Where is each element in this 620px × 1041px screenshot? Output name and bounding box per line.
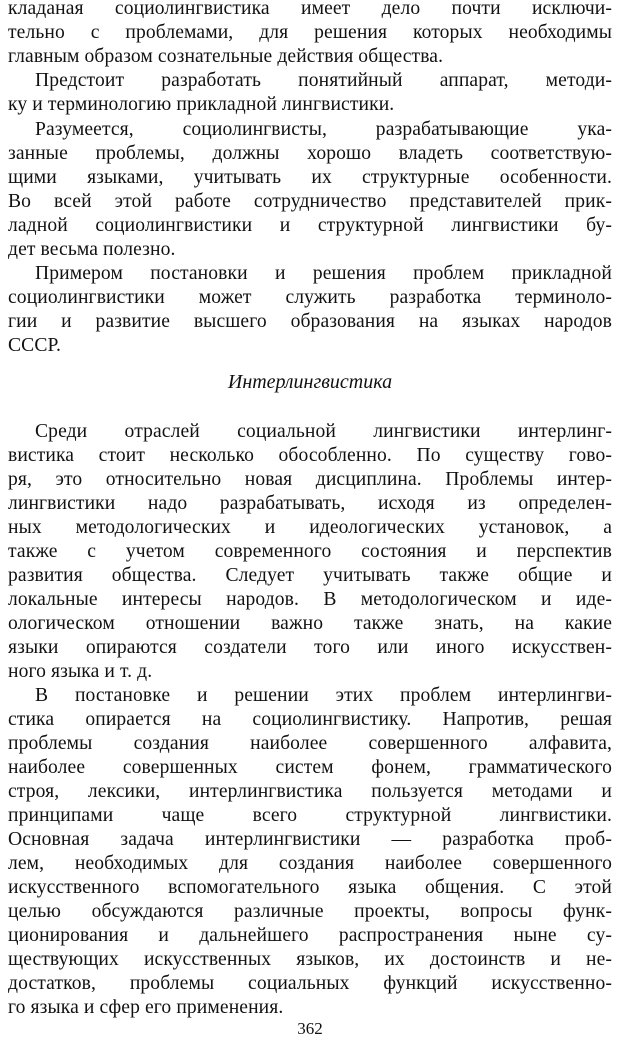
page-number: 362 [297,1019,323,1038]
section-heading: Интерлингвистика [227,371,393,393]
text-line: достатков, проблемы социальных функций искусственно- [8,973,612,994]
text-line: искусственного вспомогательного языка общения. С этой [8,877,612,898]
text-line: щими языками, учитывать их структурные особенности. [8,167,612,188]
text-line: В постановке и решении этих проблем интерлингви- [35,685,612,706]
text-line: гии и развитие высшего образования на языках народов [8,311,612,332]
text-line: развития общества. Следует учитывать также общие и [8,565,612,586]
text-line: Разумеется, социолингвисты, разрабатывающие ука- [35,119,612,140]
text-line: ладной социолингвистики и структурной лингвистики бу- [8,215,612,236]
text-line: кладаная социолингвистика имеет дело почти исключи- [8,0,612,19]
text-line: ционирования и дальнейшего распространения ныне су- [8,925,612,946]
text-line: дет весьма полезно. [8,239,176,260]
text-line: ку и терминологию прикладной лингвистики. [8,94,395,115]
text-line: ря, это относительно новая дисциплина. Проблемы интер- [8,469,612,490]
text-line: СССР. [8,335,62,356]
text-line: ного языка и т. д. [8,661,153,682]
text-line: го языка и сфер его применения. [8,997,284,1018]
text-line: принципами чаще всего структурной лингвистики. [8,805,612,826]
text-line: Предстоит разработать понятийный аппарат, методи- [35,70,612,91]
text-line: ществующих искусственных языков, их достоинств и не- [8,949,612,970]
text-line: также с учетом современного состояния и перспектив [8,541,612,562]
text-line: языки опираются создатели того или иного искусствен- [8,637,612,658]
text-line: ологическом отношении важно также знать, на какие [8,613,612,634]
text-line: наиболее совершенных систем фонем, грамматического [8,757,612,778]
text-line: лингвистики надо разрабатывать, исходя из определен- [8,493,612,514]
text-line: стика опирается на социолингвистику. Напротив, решая [8,709,612,730]
text-line: целью обсуждаются различные проекты, вопросы функ- [8,901,612,922]
text-line: тельно с проблемами, для решения которых необходимы [8,22,612,43]
text-line: Среди отраслей социальной лингвистики интерлинг- [35,421,612,442]
text-line: Основная задача интерлингвистики — разработка проб- [8,829,612,850]
text-line: проблемы создания наиболее совершенного алфавита, [8,733,612,754]
text-line: вистика стоит несколько обособленно. По существу гово- [8,445,612,466]
text-line: социолингвистики может служить разработка терминоло- [8,287,612,308]
text-line: Во всей этой работе сотрудничество представителей прик- [8,191,612,212]
text-line: главным образом сознательные действия общества. [8,46,444,67]
text-line: занные проблемы, должны хорошо владеть соответствую- [8,143,612,164]
text-line: строя, лексики, интерлингвистика пользуется методами и [8,781,612,802]
text-line: ных методологических и идеологических установок, а [8,517,612,538]
text-line: лем, необходимых для создания наиболее совершенного [8,853,612,874]
text-line: Примером постановки и решения проблем прикладной [35,263,612,284]
text-line: локальные интересы народов. В методологическом и иде- [8,589,612,610]
